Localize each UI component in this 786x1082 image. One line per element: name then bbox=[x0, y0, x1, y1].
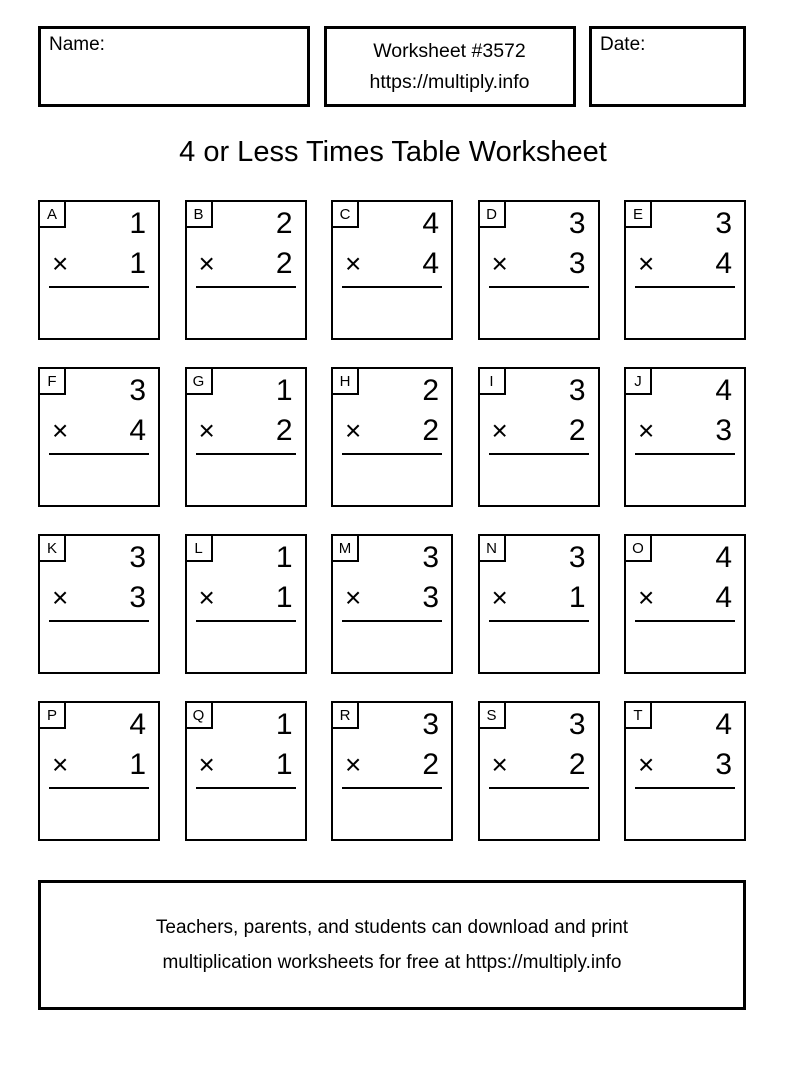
multiplier-row bbox=[638, 582, 732, 614]
problem-cell bbox=[38, 367, 160, 507]
problem-label: T bbox=[624, 701, 652, 729]
multiplicand: 4 bbox=[129, 708, 146, 741]
answer-space bbox=[482, 789, 596, 837]
date-box bbox=[589, 26, 746, 107]
multiply-sign: × bbox=[491, 415, 508, 446]
problem-label: O bbox=[624, 534, 652, 562]
problem-label: M bbox=[331, 534, 359, 562]
answer-space bbox=[335, 622, 449, 670]
multiplicand: 3 bbox=[568, 541, 586, 574]
multiplicand: 2 bbox=[422, 374, 439, 407]
answer-space bbox=[189, 789, 303, 837]
multiplier: 2 bbox=[275, 414, 293, 447]
problem-label: N bbox=[478, 534, 506, 562]
problem-label: S bbox=[478, 701, 506, 729]
problem-cell bbox=[624, 701, 746, 841]
multiply-sign: × bbox=[345, 248, 362, 279]
problem-label: E bbox=[624, 200, 652, 228]
multiplicand: 4 bbox=[422, 207, 439, 240]
multiplicand: 3 bbox=[568, 374, 586, 407]
problem-label: L bbox=[185, 534, 213, 562]
multiplier-row bbox=[52, 248, 146, 280]
multiplicand: 4 bbox=[715, 374, 732, 407]
multiplicand: 4 bbox=[715, 708, 732, 741]
multiplier: 3 bbox=[129, 581, 146, 614]
multiplier-row bbox=[345, 749, 439, 781]
problem-label: A bbox=[38, 200, 66, 228]
multiplicand: 1 bbox=[275, 708, 293, 741]
multiplier: 1 bbox=[129, 748, 146, 781]
answer-space bbox=[628, 622, 742, 670]
answer-space bbox=[628, 288, 742, 336]
problem-label: R bbox=[331, 701, 359, 729]
multiplicand: 3 bbox=[129, 541, 146, 574]
multiply-sign: × bbox=[52, 749, 69, 780]
multiply-sign: × bbox=[198, 415, 215, 446]
multiplier: 3 bbox=[568, 247, 586, 280]
multiplicand: 3 bbox=[422, 708, 439, 741]
header-row bbox=[38, 26, 746, 107]
multiplier-row bbox=[492, 749, 586, 781]
answer-space bbox=[42, 288, 156, 336]
multiplier-row bbox=[492, 248, 586, 280]
worksheet-number: Worksheet #3572 bbox=[373, 39, 526, 62]
footer-box bbox=[38, 880, 746, 1010]
answer-space bbox=[335, 789, 449, 837]
multiplier-row bbox=[492, 582, 586, 614]
problem-cell bbox=[624, 534, 746, 674]
problem-cell bbox=[478, 200, 600, 340]
multiplier: 4 bbox=[129, 414, 146, 447]
problem-label: J bbox=[624, 367, 652, 395]
problem-cell bbox=[38, 701, 160, 841]
multiplier-row bbox=[345, 248, 439, 280]
problem-cell bbox=[331, 367, 453, 507]
multiplier: 1 bbox=[275, 748, 293, 781]
name-label: Name: bbox=[49, 34, 105, 55]
multiply-sign: × bbox=[345, 749, 362, 780]
multiplicand: 3 bbox=[715, 207, 732, 240]
problem-label: F bbox=[38, 367, 66, 395]
answer-space bbox=[189, 288, 303, 336]
multiply-sign: × bbox=[638, 582, 655, 613]
problem-label: K bbox=[38, 534, 66, 562]
problem-cell bbox=[331, 701, 453, 841]
multiplier-row bbox=[199, 582, 293, 614]
problem-cell bbox=[478, 701, 600, 841]
multiplicand: 1 bbox=[275, 541, 293, 574]
answer-space bbox=[482, 455, 596, 503]
problem-label: H bbox=[331, 367, 359, 395]
multiplier: 2 bbox=[568, 414, 586, 447]
problem-cell bbox=[331, 534, 453, 674]
page-title: 4 or Less Times Table Worksheet bbox=[179, 136, 607, 168]
multiplier-row bbox=[199, 248, 293, 280]
problem-label: B bbox=[185, 200, 213, 228]
multiplier-row bbox=[52, 415, 146, 447]
multiplier: 2 bbox=[275, 247, 293, 280]
multiplicand: 3 bbox=[568, 708, 586, 741]
problems-grid bbox=[38, 200, 746, 841]
problem-cell bbox=[624, 200, 746, 340]
problem-cell bbox=[185, 701, 307, 841]
multiplier: 2 bbox=[422, 748, 439, 781]
footer-line-1: Teachers, parents, and students can download and print bbox=[155, 917, 629, 938]
multiplier: 3 bbox=[422, 581, 439, 614]
problem-label: Q bbox=[185, 701, 213, 729]
answer-space bbox=[42, 622, 156, 670]
problem-cell bbox=[624, 367, 746, 507]
multiply-sign: × bbox=[491, 582, 508, 613]
footer-line-2: multiplication worksheets for free at https://multiply.info bbox=[162, 952, 622, 973]
multiply-sign: × bbox=[345, 582, 362, 613]
problem-cell bbox=[38, 534, 160, 674]
multiplicand: 1 bbox=[129, 207, 146, 240]
multiply-sign: × bbox=[638, 415, 655, 446]
multiplier: 2 bbox=[568, 748, 586, 781]
answer-space bbox=[42, 789, 156, 837]
multiplier-row bbox=[199, 415, 293, 447]
name-box bbox=[38, 26, 310, 107]
answer-space bbox=[482, 622, 596, 670]
multiply-sign: × bbox=[52, 248, 69, 279]
multiplier-row bbox=[638, 749, 732, 781]
multiplier: 1 bbox=[568, 581, 586, 614]
multiply-sign: × bbox=[638, 248, 655, 279]
problem-cell bbox=[478, 534, 600, 674]
answer-space bbox=[189, 455, 303, 503]
multiply-sign: × bbox=[345, 415, 362, 446]
multiplier-row bbox=[638, 415, 732, 447]
problem-label: C bbox=[331, 200, 359, 228]
multiplier-row bbox=[345, 582, 439, 614]
problem-cell bbox=[478, 367, 600, 507]
multiplier: 2 bbox=[422, 414, 439, 447]
multiplier-row bbox=[199, 749, 293, 781]
multiplier: 1 bbox=[275, 581, 293, 614]
multiplicand: 3 bbox=[129, 374, 146, 407]
multiplier-row bbox=[492, 415, 586, 447]
multiplier: 4 bbox=[715, 247, 732, 280]
multiply-sign: × bbox=[52, 582, 69, 613]
answer-space bbox=[189, 622, 303, 670]
multiplier: 4 bbox=[422, 247, 439, 280]
problem-label: D bbox=[478, 200, 506, 228]
multiply-sign: × bbox=[198, 749, 215, 780]
multiplicand: 4 bbox=[715, 541, 732, 574]
multiplicand: 3 bbox=[422, 541, 439, 574]
multiplicand: 3 bbox=[568, 207, 586, 240]
multiplier: 4 bbox=[715, 581, 732, 614]
problem-cell bbox=[38, 200, 160, 340]
worksheet-url: https://multiply.info bbox=[369, 70, 530, 93]
multiply-sign: × bbox=[198, 582, 215, 613]
problem-cell bbox=[185, 367, 307, 507]
answer-space bbox=[628, 789, 742, 837]
answer-space bbox=[335, 455, 449, 503]
multiplier-row bbox=[638, 248, 732, 280]
problem-cell bbox=[185, 534, 307, 674]
multiply-sign: × bbox=[638, 749, 655, 780]
problem-label: I bbox=[478, 367, 506, 395]
date-label: Date: bbox=[600, 34, 646, 55]
problem-cell bbox=[185, 200, 307, 340]
multiply-sign: × bbox=[52, 415, 69, 446]
problem-cell bbox=[331, 200, 453, 340]
multiplier-row bbox=[52, 582, 146, 614]
multiply-sign: × bbox=[198, 248, 215, 279]
multiplier: 3 bbox=[715, 748, 732, 781]
answer-space bbox=[628, 455, 742, 503]
multiplicand: 2 bbox=[275, 207, 293, 240]
multiplier: 1 bbox=[129, 247, 146, 280]
answer-space bbox=[335, 288, 449, 336]
answer-space bbox=[482, 288, 596, 336]
worksheet-info-box bbox=[324, 26, 576, 107]
multiplicand: 1 bbox=[275, 374, 293, 407]
multiplier-row bbox=[345, 415, 439, 447]
multiply-sign: × bbox=[491, 248, 508, 279]
multiply-sign: × bbox=[491, 749, 508, 780]
multiplier: 3 bbox=[715, 414, 732, 447]
multiplier-row bbox=[52, 749, 146, 781]
problem-label: G bbox=[185, 367, 213, 395]
problem-label: P bbox=[38, 701, 66, 729]
answer-space bbox=[42, 455, 156, 503]
